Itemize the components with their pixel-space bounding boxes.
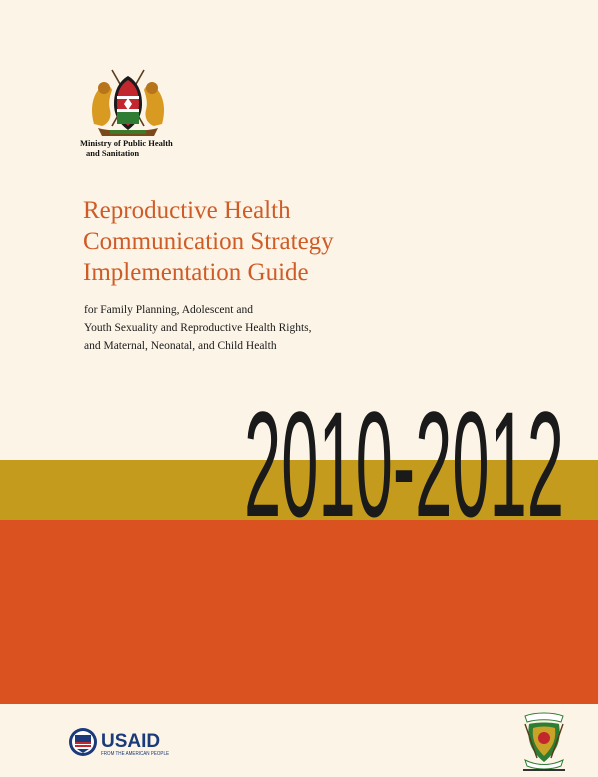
subtitle-line-3: and Maternal, Neonatal, and Child Health	[84, 340, 277, 352]
ministry-line-2: and Sanitation	[86, 147, 140, 158]
usaid-word: USAID	[101, 731, 161, 752]
kenya-coat-of-arms-icon	[88, 66, 168, 138]
subtitle-line-2: Youth Sexuality and Reproductive Health Rights,	[84, 322, 312, 334]
usaid-logo	[68, 722, 180, 762]
usaid-seal-icon	[69, 728, 97, 756]
document-subtitle	[84, 301, 444, 355]
ministry-name	[80, 139, 195, 158]
document-title	[83, 195, 503, 288]
title-line-2: Communication Strategy	[83, 228, 334, 255]
years-text: 2010-2012	[244, 380, 564, 548]
title-line-3: Implementation Guide	[83, 259, 309, 286]
years-heading	[244, 380, 566, 548]
division-of-reproductive-health-emblem-icon	[517, 710, 571, 772]
subtitle-line-1: for Family Planning, Adolescent and	[84, 304, 253, 316]
ministry-line-1: Ministry of Public Health	[80, 138, 173, 148]
title-line-1: Reproductive Health	[83, 197, 291, 224]
usaid-tagline: FROM THE AMERICAN PEOPLE	[101, 751, 170, 757]
